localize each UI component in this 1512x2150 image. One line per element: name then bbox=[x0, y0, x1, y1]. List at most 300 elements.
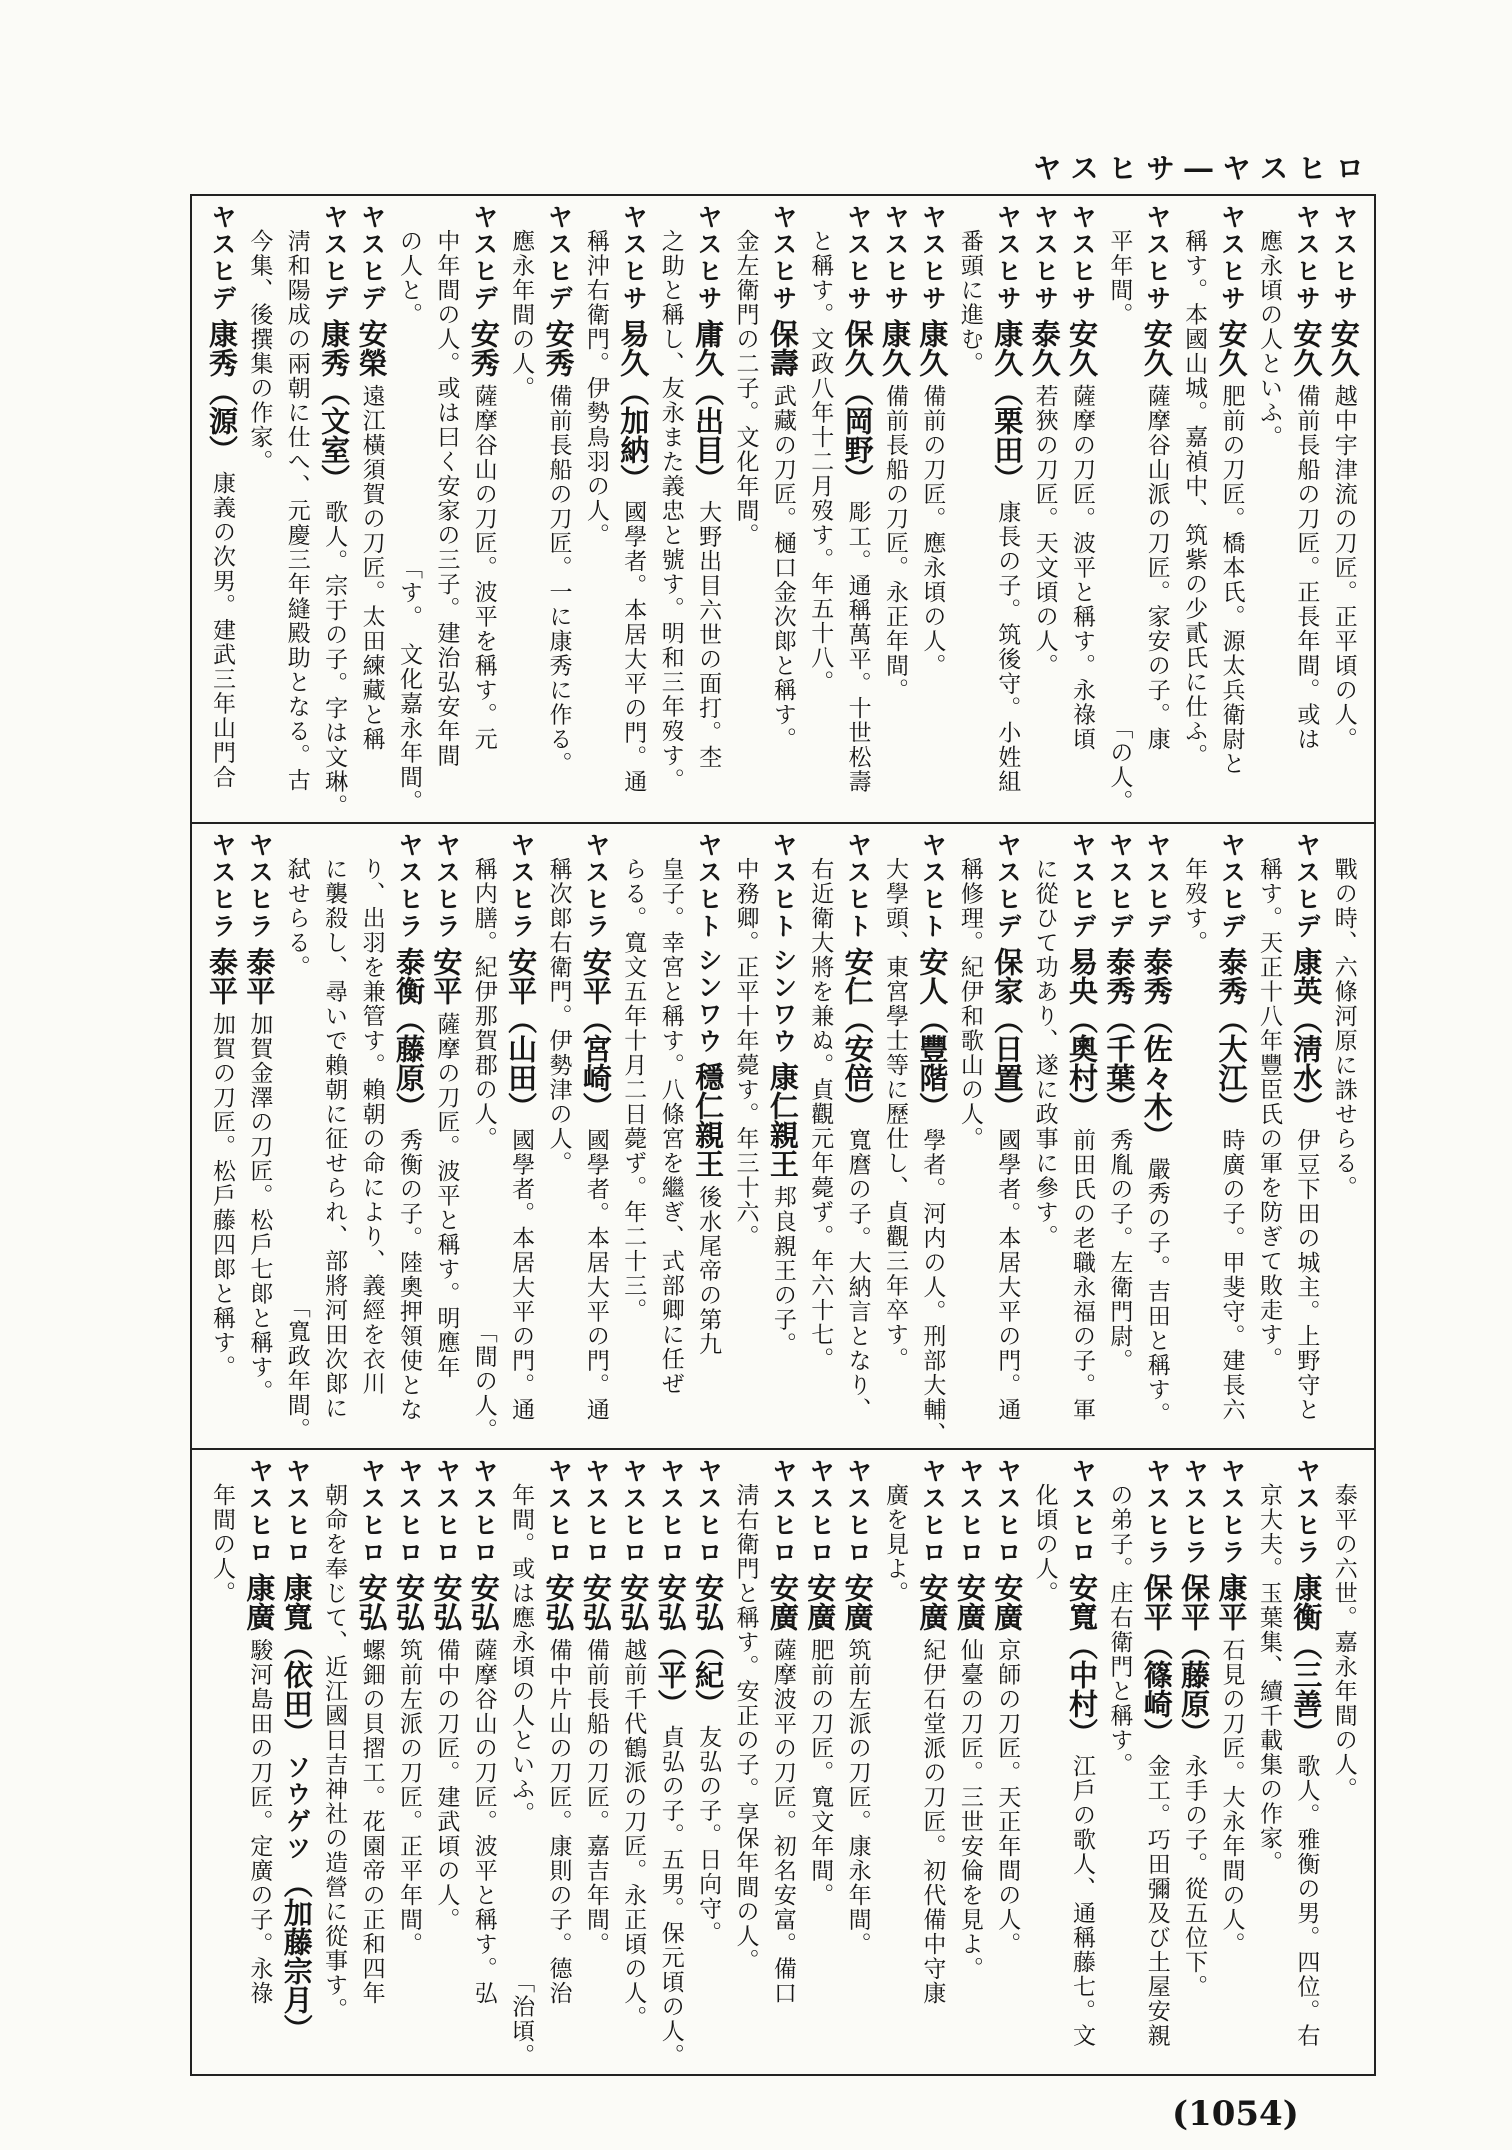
entry-text: 駿河島田の刀匠。定廣の子。永祿 bbox=[246, 1638, 273, 2006]
continuation-line bbox=[1326, 832, 1362, 1442]
entry-text: り、出羽を兼管す。賴朝の命により、義經を衣川 bbox=[358, 857, 385, 1396]
entry-reading: ヤスヒサ bbox=[694, 204, 724, 312]
entry-text: 越中宇津流の刀匠。正平頃の人。 bbox=[1330, 384, 1357, 752]
entry-title-reading: シンワウ bbox=[768, 947, 798, 1055]
continuation-line bbox=[391, 204, 427, 814]
entry-text: に襲殺し、尋いで賴朝に征せられ、部將河田次郞に bbox=[321, 857, 348, 1421]
entry-line bbox=[1139, 204, 1175, 814]
entry-reading: ヤスヒサ bbox=[1329, 204, 1359, 312]
entry-name: 安廣 bbox=[803, 1573, 838, 1631]
entry-reading: ヤスヒロ bbox=[806, 1458, 836, 1566]
entry-line bbox=[354, 1458, 390, 2068]
entry-name: 安平（山田） bbox=[504, 947, 539, 1121]
entry-name: 安久 bbox=[1326, 319, 1361, 377]
continuation-line bbox=[204, 1458, 240, 2068]
entry-text: 若狹の刀匠。天文頃の人。 bbox=[1031, 384, 1058, 678]
entry-line bbox=[802, 1458, 838, 2068]
entry-line bbox=[354, 204, 390, 814]
entry-name: 保家（日置） bbox=[990, 947, 1025, 1121]
entry-line bbox=[1064, 832, 1100, 1442]
entry-text: 應永年間の人。 bbox=[508, 229, 535, 401]
entry-reading: ヤスヒロ bbox=[282, 1458, 312, 1566]
entry-line bbox=[466, 204, 502, 814]
entry-name: 安弘 bbox=[429, 1573, 464, 1631]
continuation-line bbox=[428, 204, 464, 814]
entry-name: 安平（宮崎） bbox=[578, 947, 613, 1121]
entry-text: 國學者。本居大平の門。通 bbox=[620, 500, 647, 794]
entry-reading: ヤスヒラ bbox=[394, 832, 424, 940]
continuation-line bbox=[503, 204, 539, 814]
entry-text: 加賀金澤の刀匠。松戶七郞と稱す。 bbox=[246, 1012, 273, 1404]
entry-text: の弟子。庄右衛門と稱す。 bbox=[1106, 1483, 1133, 1777]
entry-name: 安弘 bbox=[541, 1573, 576, 1631]
entry-text: 仙臺の刀匠。三世安倫を見よ。 bbox=[956, 1638, 983, 1981]
entry-line bbox=[1064, 1458, 1100, 2068]
continuation-line bbox=[241, 204, 277, 814]
entry-reading: ヤスヒサ bbox=[843, 204, 873, 312]
entry-text: 學者。河内の人。刑部大輔、 bbox=[919, 1128, 946, 1447]
entry-name: 安平 bbox=[429, 947, 464, 1005]
entry-line bbox=[1101, 832, 1137, 1442]
entry-text: 稱沖右衛門。伊勢鳥羽の人。 bbox=[582, 229, 609, 548]
entry-reading: ヤスヒロ bbox=[955, 1458, 985, 1566]
entry-text: 前田氏の老職永福の子。軍 bbox=[1068, 1128, 1095, 1422]
entry-text: 應永頃の人といふ。 bbox=[1255, 229, 1282, 450]
entry-text: 筑前左派の刀匠。康永年間。 bbox=[844, 1638, 871, 1957]
entry-line bbox=[204, 204, 240, 814]
entry-text: 嚴秀の子。吉田と稱す。 bbox=[1143, 1157, 1170, 1427]
entry-text: 備前長船の刀匠。永正年間。 bbox=[882, 384, 909, 703]
entry-reading: ヤスヒデ bbox=[208, 204, 237, 312]
entry-text: 邦良親王の子。 bbox=[769, 1185, 796, 1357]
entry-name: 保久（岡野） bbox=[840, 319, 875, 493]
entry-name: 安久 bbox=[1139, 319, 1174, 377]
entry-name: 泰平 bbox=[242, 947, 277, 1005]
entry-line bbox=[690, 204, 726, 814]
entry-text: 稱す。天正十八年豐臣氏の軍を防ぎて敗走す。 bbox=[1255, 857, 1282, 1372]
entry-text: 康長の子。筑後守。小姓組 bbox=[994, 500, 1021, 794]
continuation-line bbox=[727, 832, 763, 1442]
entry-line bbox=[1288, 832, 1324, 1442]
entry-text: 薩摩波平の刀匠。初名安富。備口 bbox=[769, 1638, 796, 2006]
entry-text: 稱内膳。紀伊那賀郡の人。 bbox=[470, 857, 497, 1151]
entry-text: 稱次郞右衛門。伊勢津の人。 bbox=[545, 857, 572, 1176]
entry-line bbox=[428, 832, 464, 1442]
entry-text: 戰の時、六條河原に誅せらる。 bbox=[1330, 857, 1357, 1200]
entry-reading: ヤスヒデ bbox=[469, 204, 499, 312]
tier-middle bbox=[192, 822, 1374, 1448]
entry-name: 安秀 bbox=[541, 319, 576, 377]
entry-text: 皇子。幸宮と稱す。八條宮を繼ぎ、式部卿に任ぜ bbox=[657, 857, 684, 1396]
entry-line bbox=[1288, 1458, 1324, 2068]
entry-text: 中務卿。正平十年薨す。年三十六。 bbox=[732, 857, 759, 1249]
entry-name: 保平（藤原） bbox=[1177, 1573, 1212, 1747]
continuation-line bbox=[877, 832, 913, 1442]
entry-reading: ヤスヒデ bbox=[1292, 832, 1322, 940]
entry-name: 安久 bbox=[1289, 319, 1324, 377]
continuation-line bbox=[1101, 204, 1137, 814]
entry-text: 紀伊石堂派の刀匠。初代備中守康 bbox=[919, 1638, 946, 2006]
entry-line bbox=[541, 1458, 577, 2068]
entry-reading: ヤスヒロ bbox=[768, 1458, 798, 1566]
entry-reading: ヤスヒデ bbox=[1067, 832, 1097, 940]
entry-line bbox=[541, 204, 577, 814]
entry-line bbox=[1176, 1458, 1212, 2068]
continuation-line bbox=[1027, 1458, 1063, 2068]
entry-name: 安弘 bbox=[354, 1573, 389, 1631]
entry-line bbox=[615, 1458, 651, 2068]
entry-text: 友弘の子。日向守。 bbox=[695, 1725, 722, 1946]
entry-reading: ヤスヒロ bbox=[694, 1458, 724, 1566]
entry-text: 武藏の刀匠。樋口金次郞と稱す。 bbox=[769, 384, 796, 752]
entry-text: 備中の刀匠。建武頃の人。 bbox=[433, 1638, 460, 1932]
entry-name: 康久 bbox=[878, 319, 913, 377]
continuation-line bbox=[653, 832, 689, 1442]
entry-text: 歌人。宗于の子。字は文琳。 bbox=[321, 500, 348, 819]
entry-text: 國學者。本居大平の門。通 bbox=[508, 1128, 535, 1422]
running-title: ヤスヒサ―ヤスヒロ bbox=[1033, 152, 1374, 185]
entry-reading: ヤスヒロ bbox=[581, 1458, 611, 1566]
entry-title-reading: シンワウ bbox=[694, 947, 724, 1055]
continuation-line bbox=[952, 832, 988, 1442]
entry-text: 筑前左派の刀匠。正平年間。 bbox=[395, 1638, 422, 1957]
cross-reference-reading: ソウゲツ bbox=[282, 1754, 312, 1862]
entry-line bbox=[428, 1458, 464, 2068]
entry-line bbox=[241, 1458, 277, 2068]
entry-name: 康寬（依田） bbox=[279, 1573, 314, 1747]
continuation-line bbox=[952, 204, 988, 814]
entry-line bbox=[1214, 1458, 1250, 2068]
entry-reading: ヤスヒロ bbox=[544, 1458, 574, 1566]
entry-text: 廣を見よ。 bbox=[882, 1483, 909, 1606]
entry-text: 稱す。本國山城。嘉禎中、筑紫の少貳氏に仕ふ。 bbox=[1181, 229, 1208, 768]
entry-reading: ヤスヒラ bbox=[1217, 1458, 1247, 1566]
entry-reading: ヤスヒロ bbox=[1067, 1458, 1097, 1566]
entry-name: 康秀（文室） bbox=[317, 319, 352, 493]
entry-name: 安廣 bbox=[840, 1573, 875, 1631]
entry-text: 大野出目六世の面打。杢 bbox=[695, 500, 722, 770]
entry-text: 淸和陽成の兩朝に仕へ、元慶三年縫殿助となる。古 bbox=[283, 229, 310, 793]
entry-text: 淸右衛門と稱す。安正の子。享保年間の人。 bbox=[732, 1483, 759, 1973]
entry-text: 秀胤の子。左衛門尉。 bbox=[1106, 1128, 1133, 1373]
entry-text: 朝命を奉じて、近江國日吉神社の造營に從事す。 bbox=[321, 1483, 348, 2022]
entry-text: 康義の次男。建武三年山門合 bbox=[209, 471, 235, 790]
entry-reading: ヤスヒデ bbox=[544, 204, 574, 312]
entry-name: 安榮 bbox=[354, 319, 389, 377]
entry-text: 薩摩谷山の刀匠。波平と稱す。弘 bbox=[470, 1638, 497, 2006]
entry-name: 康平 bbox=[1214, 1573, 1249, 1631]
entry-line bbox=[1139, 1458, 1175, 2068]
entry-frame bbox=[190, 194, 1376, 2076]
entry-name: 安秀 bbox=[466, 319, 501, 377]
entry-reading: ヤスヒサ bbox=[1030, 204, 1060, 312]
entry-reading: ヤスヒデ bbox=[320, 204, 350, 312]
entry-name: 庸久（出目） bbox=[691, 319, 726, 493]
entry-text: 京大夫。玉葉集、續千載集の作家。 bbox=[1255, 1483, 1282, 1875]
continuation-line bbox=[316, 1458, 352, 2068]
entry-reading: ヤスヒト bbox=[843, 832, 873, 940]
overflow-text: 「寬政年間。 bbox=[283, 1295, 310, 1442]
entry-text: 備前長船の刀匠。正長年間。或は bbox=[1293, 384, 1320, 752]
entry-name: 安廣 bbox=[765, 1573, 800, 1631]
entry-name: 康秀（源） bbox=[205, 319, 239, 464]
entry-reading: ヤスヒロ bbox=[918, 1458, 948, 1566]
continuation-line bbox=[541, 832, 577, 1442]
entry-line bbox=[840, 204, 876, 814]
entry-name: 安廣 bbox=[990, 1573, 1025, 1631]
entry-name: 康仁親王 bbox=[765, 1062, 800, 1178]
entry-text: 貞弘の子。五男。保元頃の人。 bbox=[657, 1725, 684, 2068]
entry-line bbox=[765, 1458, 801, 2068]
entry-name: 康久（栗田） bbox=[990, 319, 1025, 493]
entry-reading: ヤスヒサ bbox=[918, 204, 948, 312]
entry-text: 江戶の歌人、通稱藤七。文 bbox=[1068, 1754, 1095, 2048]
entry-line bbox=[241, 832, 277, 1442]
entry-reading: ヤスヒロ bbox=[843, 1458, 873, 1566]
entry-text: 肥前の刀匠。寬文年間。 bbox=[807, 1638, 834, 1908]
entry-reading: ヤスヒサ bbox=[768, 204, 798, 312]
entry-text: 弑せらる。 bbox=[283, 857, 310, 980]
entry-text: 化頃の人。 bbox=[1031, 1483, 1058, 1606]
entry-text: 薩摩谷山派の刀匠。家安の子。康 bbox=[1143, 384, 1170, 752]
entry-text: 番頭に進む。 bbox=[956, 229, 983, 376]
entry-name: 安弘 bbox=[578, 1573, 613, 1631]
entry-line bbox=[952, 1458, 988, 2068]
entry-line bbox=[840, 1458, 876, 2068]
entry-reading: ヤスヒサ bbox=[619, 204, 649, 312]
entry-line bbox=[765, 832, 801, 1442]
entry-name: 康衡（三善） bbox=[1289, 1573, 1324, 1747]
entry-reading: ヤスヒラ bbox=[581, 832, 611, 940]
entry-text: 薩摩谷山の刀匠。波平を稱す。元 bbox=[470, 384, 497, 752]
entry-line bbox=[615, 204, 651, 814]
entry-name: 安仁（安倍） bbox=[840, 947, 875, 1121]
entry-text: らる。寬文五年十月二日薨ず。年二十三。 bbox=[620, 857, 647, 1323]
entry-name: 泰秀（千葉） bbox=[1102, 947, 1137, 1121]
continuation-line bbox=[727, 204, 763, 814]
entry-text: 泰平の六世。嘉永年間の人。 bbox=[1330, 1483, 1357, 1802]
entry-line bbox=[1064, 204, 1100, 814]
tier-bottom bbox=[192, 1448, 1374, 2074]
entry-reading: ヤスヒト bbox=[918, 832, 948, 940]
entry-text: 寬麿の子。大納言となり、 bbox=[844, 1128, 871, 1422]
entry-reading: ヤスヒロ bbox=[619, 1458, 649, 1566]
entry-line bbox=[316, 204, 352, 819]
continuation-line bbox=[1176, 832, 1212, 1442]
overflow-text: 「の人。 bbox=[1106, 716, 1133, 814]
entry-text: 薩摩の刀匠。波平と稱す。明應年 bbox=[433, 1012, 460, 1380]
entry-reading: ヤスヒラ bbox=[507, 832, 537, 940]
entry-line bbox=[391, 1458, 427, 2068]
entry-text: 歌人。雅衡の男。四位。右 bbox=[1293, 1754, 1320, 2048]
continuation-line bbox=[1176, 204, 1212, 814]
entry-line bbox=[578, 1458, 614, 2068]
continuation-line bbox=[503, 1458, 539, 2068]
continuation-line bbox=[1251, 204, 1287, 814]
tier-top bbox=[192, 196, 1374, 822]
entry-line bbox=[914, 1458, 950, 2068]
entry-text: 國學者。本居大平の門。通 bbox=[582, 1128, 609, 1422]
entry-name: 安廣 bbox=[952, 1573, 987, 1631]
entry-line bbox=[204, 832, 240, 1442]
entry-name: 安弘（紀） bbox=[691, 1573, 726, 1718]
entry-line bbox=[765, 204, 801, 814]
entry-name: 易久（加納） bbox=[616, 319, 651, 493]
entry-line bbox=[690, 832, 726, 1442]
entry-reading: ヤスヒラ bbox=[432, 832, 462, 940]
continuation-line bbox=[578, 204, 614, 814]
entry-text: に從ひて功あり、遂に政事に參す。 bbox=[1031, 857, 1058, 1249]
entry-reading: ヤスヒロ bbox=[245, 1458, 275, 1566]
continuation-line bbox=[615, 832, 651, 1442]
entry-text: 中年間の人。或は曰く安家の三子。建治弘安年間 bbox=[433, 229, 460, 768]
entry-text: 金左衛門の二子。文化年間。 bbox=[732, 229, 759, 548]
continuation-line bbox=[1027, 832, 1063, 1442]
entry-text: 薩摩の刀匠。波平と稱す。永祿頃 bbox=[1068, 384, 1095, 752]
entry-name: 安廣 bbox=[915, 1573, 950, 1631]
entry-text: 備中片山の刀匠。康則の子。德治 bbox=[545, 1638, 572, 2006]
entry-reading: ヤスヒラ bbox=[1292, 1458, 1322, 1566]
entry-text: 備前の刀匠。應永頃の人。 bbox=[919, 384, 946, 678]
entry-reading: ヤスヒロ bbox=[394, 1458, 424, 1566]
entry-line bbox=[1139, 832, 1175, 1442]
continuation-line bbox=[354, 832, 390, 1442]
entry-text: 年歿す。 bbox=[1181, 857, 1208, 955]
entry-text: 右近衛大將を兼ぬ。貞觀元年薨ず。年六十七。 bbox=[807, 857, 834, 1372]
continuation-line bbox=[727, 1458, 763, 2068]
entry-text: 遠江橫須賀の刀匠。太田練藏と稱 bbox=[358, 384, 385, 752]
entry-line bbox=[989, 204, 1025, 814]
entry-line bbox=[989, 832, 1025, 1442]
entry-name: 泰平 bbox=[205, 947, 239, 1005]
entry-name: 泰秀（大江） bbox=[1214, 947, 1249, 1121]
entry-name: 安弘 bbox=[391, 1573, 426, 1631]
entry-name: 安弘 bbox=[616, 1573, 651, 1631]
entry-line bbox=[989, 1458, 1025, 2068]
page-number: (1054) bbox=[1172, 2094, 1299, 2134]
entry-name: 康廣 bbox=[242, 1573, 277, 1631]
entry-text: 金工。巧田彌及び土屋安親 bbox=[1143, 1754, 1170, 2048]
entry-text: 彫工。通稱萬平。十世松壽 bbox=[844, 500, 871, 794]
entry-name: 康英（淸水） bbox=[1289, 947, 1324, 1121]
continuation-line bbox=[1251, 1458, 1287, 2068]
entry-name: 安弘 bbox=[466, 1573, 501, 1631]
entry-name: 安久 bbox=[1214, 319, 1249, 377]
entry-reading: ヤスヒロ bbox=[469, 1458, 499, 1566]
entry-line bbox=[840, 832, 876, 1442]
entry-text: 時廣の子。甲斐守。建長六 bbox=[1218, 1128, 1245, 1422]
entry-line bbox=[653, 1458, 689, 2068]
entry-name: 保壽 bbox=[765, 319, 800, 377]
entry-name: 保平（篠崎） bbox=[1139, 1573, 1174, 1747]
entry-line bbox=[1214, 204, 1250, 814]
entry-line bbox=[578, 832, 614, 1442]
entry-reading: ヤスヒト bbox=[694, 832, 724, 940]
entry-reading: ヤスヒデ bbox=[1217, 832, 1247, 940]
entry-text: 備前長船の刀匠。一に康秀に作る。 bbox=[545, 384, 572, 776]
entry-reading: ヤスヒロ bbox=[432, 1458, 462, 1566]
entry-line bbox=[466, 1458, 502, 2068]
entry-text: 後水尾帝の第九 bbox=[695, 1185, 722, 1357]
continuation-line bbox=[653, 204, 689, 814]
entry-name: 安人（豐階） bbox=[915, 947, 950, 1121]
entry-text: 石見の刀匠。大永年間の人。 bbox=[1218, 1638, 1245, 1957]
entry-reading: ヤスヒロ bbox=[656, 1458, 686, 1566]
continuation-line bbox=[1326, 1458, 1362, 2068]
cross-reference-name: （加藤宗月） bbox=[279, 1869, 314, 2043]
entry-reading: ヤスヒサ bbox=[993, 204, 1023, 312]
entry-reading: ヤスヒト bbox=[768, 832, 798, 940]
entry-text: 年間の人。 bbox=[209, 1483, 235, 1606]
entry-text: 稱修理。紀伊和歌山の人。 bbox=[956, 857, 983, 1151]
entry-text: 永手の子。從五位下。 bbox=[1181, 1754, 1208, 1999]
entry-text: 平年間。 bbox=[1106, 229, 1133, 327]
overflow-text: 「治頃。 bbox=[508, 1970, 535, 2068]
entry-reading: ヤスヒロ bbox=[993, 1458, 1023, 1566]
entry-text: 螺鈿の貝摺工。花園帝の正和四年 bbox=[358, 1638, 385, 2006]
entry-reading: ヤスヒロ bbox=[357, 1458, 387, 1566]
entry-name: 泰秀（佐々木） bbox=[1139, 947, 1174, 1150]
continuation-line bbox=[279, 204, 315, 814]
entry-text: 大學頭、東宮學士等に歷仕し、貞觀三年卒す。 bbox=[882, 857, 909, 1372]
entry-reading: ヤスヒデ bbox=[1105, 832, 1135, 940]
entry-text: 越前千代鶴派の刀匠。永正頃の人。 bbox=[620, 1638, 647, 2030]
entry-line bbox=[279, 1458, 315, 2068]
entry-line bbox=[1214, 832, 1250, 1442]
continuation-line bbox=[1251, 832, 1287, 1442]
entry-reading: ヤスヒラ bbox=[245, 832, 275, 940]
continuation-line bbox=[316, 832, 352, 1442]
entry-reading: ヤスヒデ bbox=[993, 832, 1023, 940]
entry-reading: ヤスヒサ bbox=[1142, 204, 1172, 312]
continuation-line bbox=[802, 832, 838, 1442]
entry-text: 秀衡の子。陸奧押領使とな bbox=[395, 1128, 422, 1422]
entry-line bbox=[877, 204, 913, 814]
entry-line bbox=[690, 1458, 726, 2068]
entry-reading: ヤスヒサ bbox=[1067, 204, 1097, 312]
entry-name: 安久 bbox=[1064, 319, 1099, 377]
continuation-line bbox=[877, 1458, 913, 2068]
entry-reading: ヤスヒラ bbox=[1142, 1458, 1172, 1566]
entry-text: 今集、後撰集の作家。 bbox=[246, 229, 273, 474]
entry-name: 安寬（中村） bbox=[1064, 1573, 1099, 1747]
entry-name: 泰衡（藤原） bbox=[391, 947, 426, 1121]
entry-line bbox=[914, 832, 950, 1447]
overflow-text: 「す。 文化嘉永年間。 bbox=[395, 556, 422, 814]
entry-reading: ヤスヒラ bbox=[208, 832, 237, 940]
entry-reading: ヤスヒデ bbox=[1142, 832, 1172, 940]
entry-text: と稱す。文政八年十二月歿す。年五十八。 bbox=[807, 229, 834, 695]
entry-reading: ヤスヒサ bbox=[881, 204, 911, 312]
entry-name: 安弘（平） bbox=[653, 1573, 688, 1718]
entry-name: 泰久 bbox=[1027, 319, 1062, 377]
overflow-text: 「間の人。 bbox=[470, 1319, 497, 1442]
entry-reading: ヤスヒデ bbox=[357, 204, 387, 312]
continuation-line bbox=[802, 204, 838, 814]
entry-name: 易央（奧村） bbox=[1064, 947, 1099, 1121]
entry-line bbox=[391, 832, 427, 1442]
entry-line bbox=[503, 832, 539, 1442]
entry-name: 穩仁親王 bbox=[691, 1062, 726, 1178]
entry-text: 伊豆下田の城主。上野守と bbox=[1293, 1128, 1320, 1422]
entry-text: 京師の刀匠。天正年間の人。 bbox=[994, 1638, 1021, 1957]
entry-text: 國學者。本居大平の門。通 bbox=[994, 1128, 1021, 1422]
continuation-line bbox=[1101, 1458, 1137, 2068]
entry-text: 年間。或は應永頃の人といふ。 bbox=[508, 1483, 535, 1826]
continuation-line bbox=[279, 832, 315, 1442]
entry-reading: ヤスヒラ bbox=[1180, 1458, 1210, 1566]
entry-line bbox=[1027, 204, 1063, 814]
